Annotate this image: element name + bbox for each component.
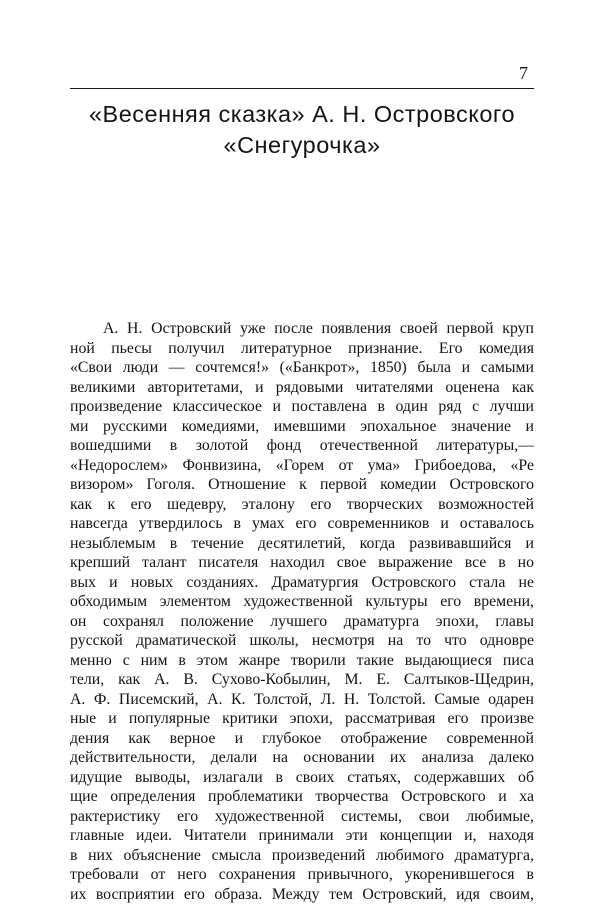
chapter-title-line: «Снегурочка» bbox=[70, 130, 534, 161]
text-line: ной пьесы получил литературное признание. Его комедия bbox=[70, 339, 534, 359]
text-line: рактеристику его художественной системы, свои любимые, bbox=[70, 807, 534, 827]
text-line: в них объяснение смысла произведений любимого драматурга, bbox=[70, 846, 534, 866]
text-line: ми русскими комедиями, имевшими эпохальное значение и bbox=[70, 417, 534, 437]
text-line: «Свои люди — сочтемся!» («Банкрот», 1850) была и самыми bbox=[70, 358, 534, 378]
text-line: действительности, делали на основании их анализа далеко bbox=[70, 748, 534, 768]
body-paragraph bbox=[70, 319, 534, 904]
text-line: русской драматической школы, несмотря на то что одновре bbox=[70, 631, 534, 651]
text-line: А. Н. Островский уже после появления своей первой круп bbox=[70, 319, 534, 339]
text-line: главные идеи. Читатели принимали эти концепции и, находя bbox=[70, 826, 534, 846]
text-line: незыблемым в течение десятилетий, когда развивавшийся и bbox=[70, 534, 534, 554]
chapter-title-line: «Весенняя сказка» А. Н. Островского bbox=[70, 99, 534, 130]
text-line: обходимым элементом художественной культуры его времени, bbox=[70, 592, 534, 612]
header-rule bbox=[70, 88, 534, 89]
text-line: менно с ним в этом жанре творили такие выдающиеся писа bbox=[70, 651, 534, 671]
text-line: как к его шедевру, эталону его творческих возможностей bbox=[70, 495, 534, 515]
text-line: вошедшими в золотой фонд отечественной литературы,— bbox=[70, 436, 534, 456]
text-line: визором» Гоголя. Отношение к первой комедии Островского bbox=[70, 475, 534, 495]
text-line: крепший талант писателя находил свое выражение все в но bbox=[70, 553, 534, 573]
text-line: щие определения проблематики творчества Островского и ха bbox=[70, 787, 534, 807]
chapter-title bbox=[70, 99, 534, 161]
text-line: он сохранял положение лучшего драматурга эпохи, главы bbox=[70, 612, 534, 632]
text-line: дения как верное и глубокое отображение современной bbox=[70, 729, 534, 749]
text-line: произведение классическое и поставлена в один ряд с лучши bbox=[70, 397, 534, 417]
text-line: А. Ф. Писемский, А. К. Толстой, Л. Н. Толстой. Самые одарен bbox=[70, 690, 534, 710]
text-line: идущие выводы, излагали в своих статьях, содержавших об bbox=[70, 768, 534, 788]
text-line: великими авторитетами, и рядовыми читателями оценена как bbox=[70, 378, 534, 398]
page-number: 7 bbox=[519, 64, 528, 82]
text-line: их восприятии его образа. Между тем Островский, идя своим, bbox=[70, 885, 534, 904]
text-line: тели, как А. В. Сухово-Кобылин, М. Е. Салтыков-Щедрин, bbox=[70, 670, 534, 690]
text-line: требовали от него сохранения привычного, укоренившегося в bbox=[70, 865, 534, 885]
text-line: ные и популярные критики эпохи, рассматривая его произве bbox=[70, 709, 534, 729]
text-line: вых и новых созданиях. Драматургия Островского стала не bbox=[70, 573, 534, 593]
text-line: «Недорослем» Фонвизина, «Горем от ума» Грибоедова, «Ре bbox=[70, 456, 534, 476]
text-line: навсегда утвердилось в умах его современников и оставалось bbox=[70, 514, 534, 534]
